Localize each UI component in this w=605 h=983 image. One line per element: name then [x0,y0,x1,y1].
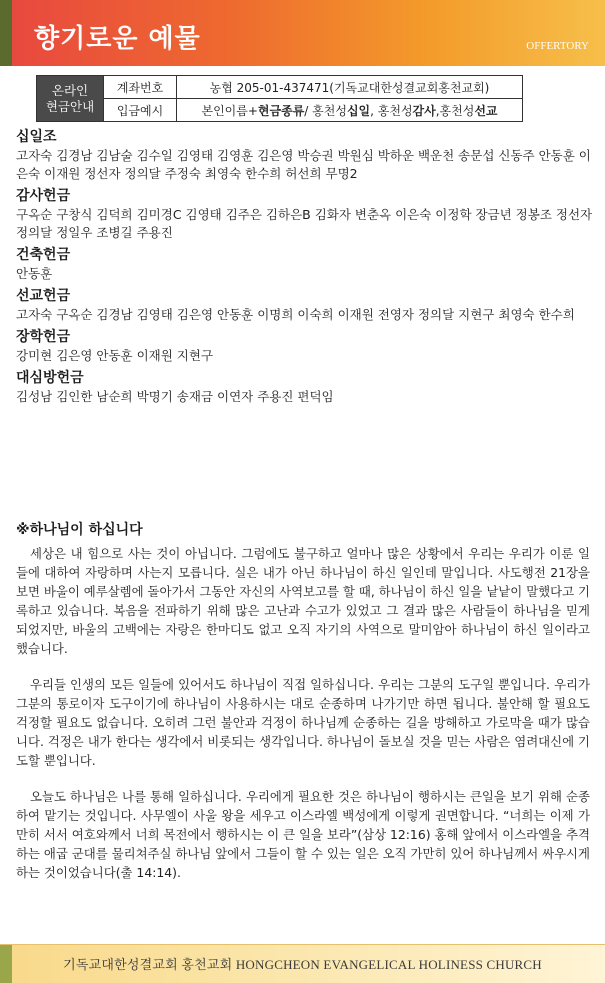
offering-section-mission [16,287,596,324]
church-name: 기독교대한성결교회 홍천교회 HONGCHEON EVANGELICAL HOLINESS CHURCH [63,957,542,972]
donor-names: 고자숙 구옥순 김경남 김영태 김은영 안동훈 이명희 이숙희 이재원 전영자 정의달 지현구 최영숙 한수희 [16,307,575,322]
section-title: 대심방헌금 [16,370,84,386]
account-number-key: 계좌번호 [104,76,177,99]
deposit-part: , 홍천성 [370,103,413,118]
page-footer [0,944,605,983]
devotional-article [16,520,590,899]
donor-names: 고자숙 김경남 김남술 김수일 김영태 김영훈 김은영 박승권 박원심 박하운 백운천 송문섭 신동주 안동훈 이은숙 이재원 정선자 정의달 주정숙 최영숙 한수희 허선희 무명2 [16,148,591,181]
donor-names: 안동훈 [16,266,53,281]
section-title: 건축헌금 [16,247,71,263]
online-offering-label-line2: 현금안내 [45,98,95,114]
deposit-example-key: 입금예시 [104,99,177,122]
online-offering-info-table [36,75,523,122]
offering-section-tithe [16,128,596,183]
offering-section-visitation [16,369,596,406]
deposit-part-bold: 선교 [474,103,498,118]
section-title: 선교헌금 [16,288,71,304]
account-number-value: 농협 205-01-437471(기독교대한성결교회홍천교회) [177,76,523,99]
article-paragraph: 오늘도 하나님은 나를 통해 일하십니다. 우리에게 필요한 것은 하나님이 행하시는 큰일을 보기 위해 순종하여 맡기는 것입니다. 사무엘이 사울 왕을 세우고 이스라엘 백성에게 이렇게 권면합니다. “너희는 이제 가만히 서서 여호와께서 너희 목전에서 행하시는 이 큰 일을 보라”(삼상 12:16) 홍해 앞에서 이스라엘을 추격하는 애굽 군대를 물리쳐주실 하나님 앞에서 그들이 할 수 있는 일은 오직 가만히 있어 하나님께서 싸우시게 하는 것이었습니다(출 14:14). [16,789,590,880]
deposit-part-bold: 십일 [346,103,371,118]
page-subtitle: OFFERTORY [526,40,589,52]
section-title: 감사헌금 [16,188,71,204]
page-header [0,0,605,66]
page-title: 향기로운 예물 [34,24,201,54]
deposit-part: ,홍천성 [435,103,475,118]
section-title: 장학헌금 [16,329,71,345]
online-offering-label-line1: 온라인 [51,82,89,98]
offering-section-building [16,246,596,283]
offering-section-scholarship [16,328,596,365]
deposit-part: / 홍천성 [304,103,347,118]
offering-list [16,128,596,410]
section-title: 십일조 [16,129,57,145]
donor-names: 김성남 김인한 남순희 박명기 송재금 이연자 주용진 편덕임 [16,389,334,404]
deposit-part-bold: 현금종류 [257,103,305,118]
offering-section-thanksgiving [16,187,596,242]
online-offering-label [37,76,104,122]
deposit-part: 본인이름+ [201,103,258,118]
deposit-example-value [177,99,523,122]
deposit-part-bold: 감사 [412,103,436,118]
article-paragraph: 우리들 인생의 모든 일들에 있어서도 하나님이 직접 일하십니다. 우리는 그분의 도구일 뿐입니다. 우리가 그분의 통로이자 도구이기에 하나님이 사용하시는 대로 순종하며 나가기만 하면 됩니다. 불안해 할 필요도 걱정할 필요도 없습니다. 오히려 그런 불안과 걱정이 하나님께 순종하는 길을 방해하고 가로막을 때가 많습니다. 걱정은 내가 한다는 생각에서 비롯되는 생각입니다. 하나님이 돌보실 것을 믿는 사람은 염려대신에 기도할 뿐입니다. [16,677,590,768]
donor-names: 구옥순 구창식 김덕희 김미경C 김영태 김주은 김하은B 김화자 변춘옥 이은숙 이정학 장금년 정봉조 정선자 정의달 정일우 조병길 주용진 [16,207,593,240]
article-paragraph: 세상은 내 힘으로 사는 것이 아닙니다. 그럼에도 불구하고 얼마나 많은 상황에서 우리는 우리가 이룬 일들에 대하여 자랑하며 사는지 모릅니다. 실은 내가 아닌 하나님이 하신 일인데 말입니다. 사도행전 21장을 보면 바울이 예루살렘에 돌아가서 그동안 자신의 사역보고를 할 때, 하나님이 하신 일을 낱낱이 말했다고 기록하고 있습니다. 복음을 전파하기 위해 많은 고난과 수고가 있었고 그 결과 많은 사람들이 하나님을 믿게 되었지만, 바울의 고백에는 자랑은 한마디도 없고 오직 자기의 사역으로 말미암아 하나님이 하신 일이라고 했습니다. [16,546,590,656]
header-accent-stripe [0,0,12,66]
article-title: ※하나님이 하십니다 [16,522,143,538]
donor-names: 강미현 김은영 안동훈 이재원 지현구 [16,348,214,363]
